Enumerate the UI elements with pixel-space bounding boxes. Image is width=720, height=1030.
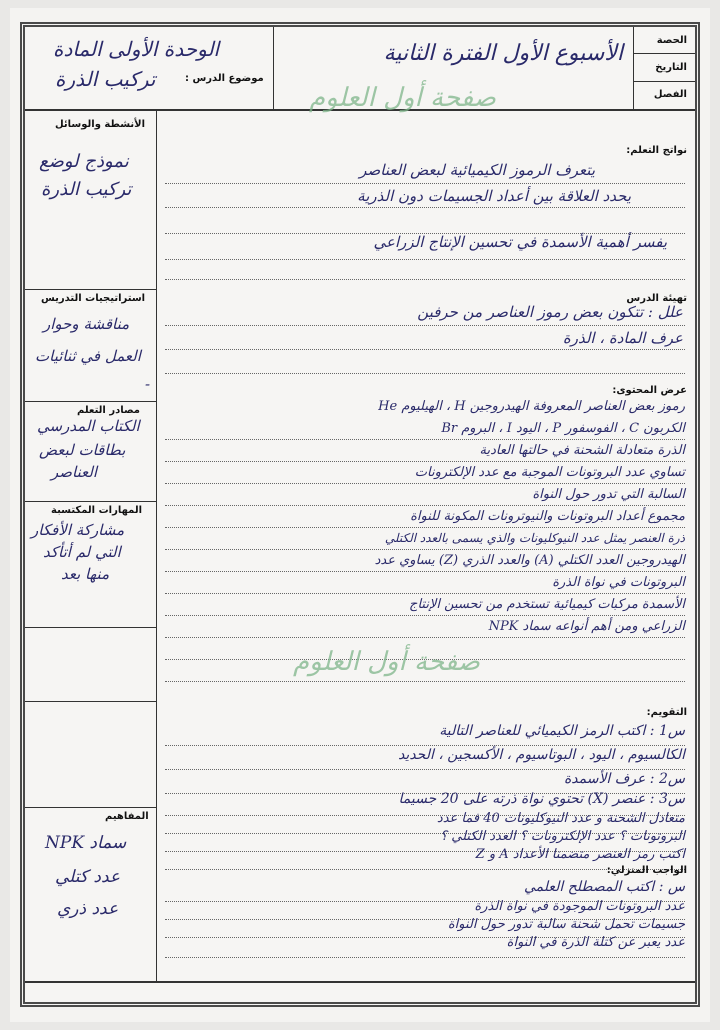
header-split-right <box>633 27 634 109</box>
sidebar-divider <box>156 111 157 981</box>
homework-label: الواجب المنزلي: <box>606 865 687 876</box>
sources-label: مصادر التعلم <box>77 405 141 416</box>
strategies-value-3: - <box>145 375 151 393</box>
content-line-11: الزراعي ومن أهم أنواعه سماد NPK <box>488 619 685 634</box>
line <box>165 505 685 506</box>
evaluation-line-7: اكتب رمز العنصر متضمنا الأعداد A و Z <box>475 847 685 862</box>
content-line-8: الهيدروجين العدد الكتلي (A) والعدد الذري (Z) يساوي عدد <box>374 553 685 568</box>
topic-label: موضوع الدرس : <box>185 73 264 84</box>
strategies-value-2: العمل في ثنائيات <box>35 347 141 365</box>
line <box>165 349 685 350</box>
content-line-3: الذرة متعادلة الشحنة في حالتها العادية <box>479 443 685 458</box>
intro-label: تهيئة الدرس <box>626 293 687 304</box>
line <box>165 483 685 484</box>
content-line-10: الأسمدة مركبات كيميائية تستخدم من تحسين الإنتاج <box>409 597 685 612</box>
concepts-label: المفاهيم <box>105 811 149 822</box>
evaluation-label: التقويم: <box>646 707 687 718</box>
content-label: عرض المحتوى: <box>612 385 687 396</box>
evaluation-line-6: البروتونات ؟ عدد الإلكترونات ؟ العدد الكتلي ؟ <box>440 829 685 844</box>
sidebar-line-1 <box>25 289 156 290</box>
topic-value: تركيب الذرة <box>55 67 156 91</box>
line <box>165 637 685 638</box>
strategies-label: استراتيجيات التدريس <box>41 293 146 304</box>
line <box>165 183 685 184</box>
evaluation-line-4: س3 : عنصر (X) تحتوي نواة ذرته على 20 جسيما <box>398 791 685 807</box>
line <box>165 681 685 682</box>
sources-value-1: الكتاب المدرسي <box>37 417 140 435</box>
outcome-2: يحدد العلاقة بين أعداد الجسيمات دون الذرية <box>357 187 631 205</box>
activities-label: الأنشطة والوسائل <box>55 119 146 130</box>
concepts-value-2: عدد كتلي <box>55 867 121 887</box>
evaluation-line-2: الكالسيوم ، اليود ، البوتاسيوم ، الأكسجين ، الحديد <box>398 747 685 763</box>
strategies-value-1: مناقشة وحوار <box>43 315 130 333</box>
line <box>165 769 685 770</box>
content-line-9: البروتونات في نواة الذرة <box>552 575 685 590</box>
line <box>165 571 685 572</box>
date-label: التاريخ <box>655 62 687 73</box>
line <box>165 207 685 208</box>
sidebar-line-4 <box>25 627 156 628</box>
content-line-1: رموز بعض العناصر المعروفة الهيدروجين H ، الهيليوم He <box>378 399 685 414</box>
sidebar-line-6 <box>25 807 156 808</box>
watermark-stamp-middle: صفحة أول العلوم <box>293 647 480 677</box>
skills-value-2: التي لم أتأكد <box>43 543 121 561</box>
intro-line-1: علل : تتكون بعض رموز العناصر من حرفين <box>417 303 683 321</box>
header-split-left <box>273 27 274 109</box>
period-label: الحصة <box>656 35 687 46</box>
class-label: الفصل <box>653 89 687 100</box>
outcome-1: يتعرف الرموز الكيميائية لبعض العناصر <box>359 161 595 179</box>
line <box>165 439 685 440</box>
line <box>165 373 685 374</box>
content-line-4: تساوي عدد البروتونات الموجبة مع عدد الإلكترونات <box>414 465 685 480</box>
homework-line-1: س : اكتب المصطلح العلمي <box>524 879 685 895</box>
lesson-plan-frame <box>20 22 700 1007</box>
concepts-value-1: سماد NPK <box>45 833 127 853</box>
homework-line-4: عدد يعبر عن كتلة الذرة في النواة <box>506 935 685 950</box>
header-row-line-2 <box>633 81 695 82</box>
evaluation-line-1: س1 : اكتب الرمز الكيميائي للعناصر التالية <box>439 723 685 739</box>
intro-line-2: عرف المادة ، الذرة <box>562 329 683 347</box>
concepts-value-3: عدد ذري <box>57 899 119 919</box>
line <box>165 615 685 616</box>
line <box>165 325 685 326</box>
watermark-stamp-top: صفحة أول العلوم <box>309 83 496 113</box>
skills-value-3: منها بعد <box>61 565 110 583</box>
header-row-line-1 <box>633 53 695 54</box>
homework-line-2: عدد البروتونات الموجودة في نواة الذرة <box>474 899 685 914</box>
sidebar-line-5 <box>25 701 156 702</box>
line <box>165 549 685 550</box>
activities-value-2: تركيب الذرة <box>41 179 132 200</box>
evaluation-line-5: متعادل الشحنة و عدد النيوكليونات 40 فما عدد <box>436 811 685 826</box>
line <box>165 279 685 280</box>
content-line-5: السالبة التي تدور حول النواة <box>532 487 685 502</box>
sidebar-line-3 <box>25 501 156 502</box>
evaluation-line-3: س2 : عرف الأسمدة <box>563 771 685 787</box>
skills-label: المهارات المكتسبة <box>51 505 143 516</box>
week-text: الأسبوع الأول الفترة الثانية <box>383 41 623 66</box>
sources-value-3: العناصر <box>51 463 98 481</box>
activities-value-1: نموذج لوضع <box>39 151 129 172</box>
sources-value-2: بطاقات لبعض <box>39 441 126 459</box>
footer-divider <box>25 981 695 983</box>
line <box>165 745 685 746</box>
content-line-2: الكربون C ، الفوسفور P ، اليود I ، البروم Br <box>441 421 685 436</box>
line <box>165 259 685 260</box>
skills-value-1: مشاركة الأفكار <box>31 521 125 539</box>
line <box>165 527 685 528</box>
line <box>165 461 685 462</box>
outcome-3: يفسر أهمية الأسمدة في تحسين الإنتاج الزراعي <box>373 233 667 251</box>
homework-line-3: جسيمات تحمل شحنة سالبة تدور حول النواة <box>447 917 685 932</box>
content-line-7: ذرة العنصر يمثل عدد النيوكليونات والذي يسمى بالعدد الكتلي <box>384 531 685 545</box>
line <box>165 957 685 958</box>
content-line-6: مجموع أعداد البروتونات والنيوترونات المكونة للنواة <box>410 509 685 524</box>
unit-subject-text: الوحدة الأولى المادة <box>53 37 220 61</box>
outcomes-label: نواتج التعلم: <box>626 145 687 156</box>
line <box>165 593 685 594</box>
sidebar-line-2 <box>25 401 156 402</box>
